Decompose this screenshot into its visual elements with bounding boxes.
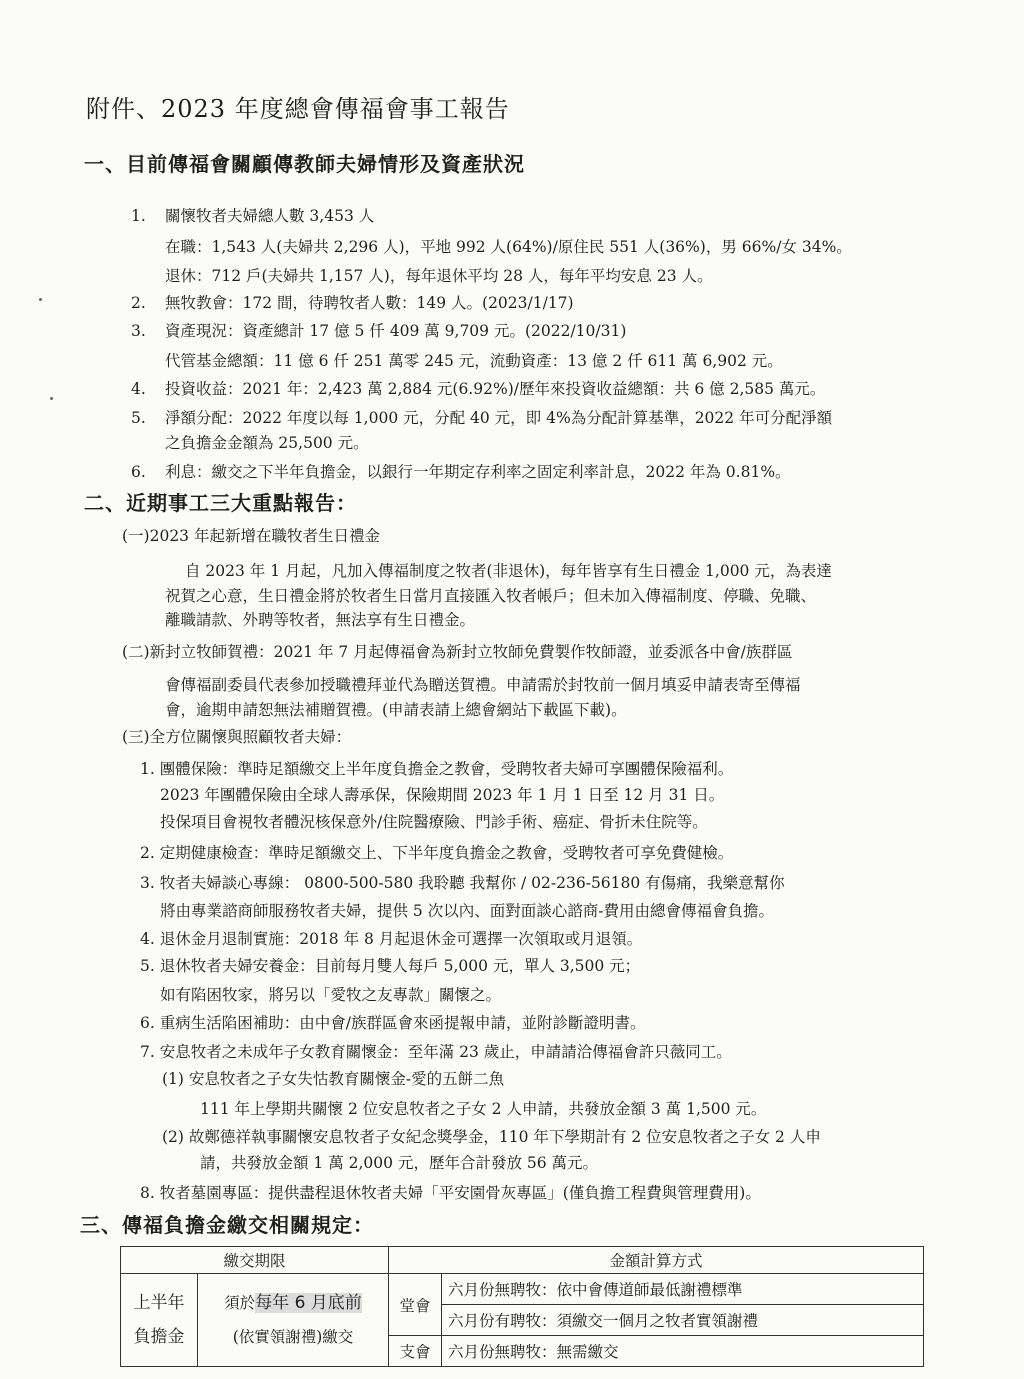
deadline-highlight: 每年 6 月底前 (255, 1293, 362, 1313)
sub-list-detail: 請，共發放金額 1 萬 2,000 元，歷年合計發放 56 萬元。 (200, 1154, 599, 1172)
header-period: 繳交期限 (121, 1247, 389, 1274)
paragraph-line: 祝賀之心意，生日禮金將於牧者生日當月直接匯入牧者帳戶；但未加入傳福制度、停職、免職、 (165, 587, 817, 605)
sub-list-detail: 111 年上學期共關懷 2 位安息牧者之子女 2 人申請，共發放金額 3 萬 1,500 元。 (200, 1100, 767, 1118)
section-1-heading: 一、目前傳福會關顧傳教師夫婦情形及資產狀況 (84, 152, 525, 176)
list-item-detail: 如有陷困牧家，將另以「愛牧之友專款」關懷之。 (160, 986, 502, 1004)
deadline-cell (198, 1274, 389, 1367)
list-item: 關懷牧者夫婦總人數 3,453 人 (165, 207, 375, 225)
subsection-heading: (二)新封立牧師賀禮：2021 年 7 月起傳福會為新封立牧師免費製作牧師證，並委派各中會/族群區 (122, 643, 793, 661)
table-header-row (121, 1247, 924, 1274)
list-item: 在職：1,543 人(夫婦共 2,296 人)，平地 992 人(64%)/原住民 551 人(36%)，男 66%/女 34%。 (165, 238, 852, 256)
list-item: 利息：繳交之下半年負擔金，以銀行一年期定存利率之固定利率計息，2022 年為 0.81%。 (165, 463, 791, 481)
list-number: 6. (131, 463, 146, 481)
list-item: 投資收益：2021 年：2,423 萬 2,884 元(6.92%)/歷年來投資收益總額：共 6 億 2,585 萬元。 (165, 380, 826, 398)
list-number: 1. (131, 207, 146, 225)
list-item: 退休：712 戶(夫婦共 1,157 人)，每年退休平均 28 人，每年平均安息 23 人。 (165, 267, 713, 285)
calc-rule: 六月份無聘牧：依中會傳道師最低謝禮標準 (442, 1274, 924, 1305)
list-number: 2. (131, 294, 146, 312)
list-item: 8. 牧者墓園專區：提供盡程退休牧者夫婦「平安園骨灰專區」(僅負擔工程費與管理費用)。 (140, 1184, 761, 1202)
sub-list-item: (2) 故鄭德祥執事關懷安息牧者子女紀念獎學金，110 年下學期計有 2 位安息牧者之子女 2 人申 (162, 1128, 821, 1146)
calc-rule: 六月份無聘牧：無需繳交 (442, 1336, 924, 1367)
paragraph-line: 自 2023 年 1 月起，凡加入傳福制度之牧者(非退休)，每年皆享有生日禮金 1,000 元，為表達 (185, 562, 832, 580)
church-type: 堂會 (389, 1274, 442, 1336)
list-number: 3. (131, 322, 146, 340)
paragraph-line: 會傳福副委員代表參加授職禮拜並代為贈送賀禮。申請需於封牧前一個月填妥申請表寄至傳福 (165, 676, 801, 694)
paragraph-line: 離職請款、外聘等牧者，無法享有生日禮金。 (165, 611, 476, 629)
section-3-heading: 三、傳福負擔金繳交相關規定： (80, 1213, 374, 1237)
list-number: 4. (131, 380, 146, 398)
document-title: 附件、2023 年度總會傳福會事工報告 (86, 95, 510, 123)
row-label (121, 1274, 198, 1367)
list-item: 6. 重病生活陷困補助：由中會/族群區會來函提報申請，並附診斷證明書。 (140, 1014, 646, 1032)
contribution-rules-table (120, 1246, 924, 1367)
scan-speck (50, 397, 53, 400)
church-type: 支會 (389, 1336, 442, 1367)
list-item: 2. 定期健康檢查：準時足額繳交上、下半年度負擔金之教會，受聘牧者可享免費健檢。 (140, 844, 734, 862)
list-item-detail: 投保項目會視牧者體況核保意外/住院醫療險、門診手術、癌症、骨折未住院等。 (160, 813, 708, 831)
list-item: 無牧教會：172 間，待聘牧者人數：149 人。(2023/1/17) (165, 294, 574, 312)
list-item: 資產現況：資產總計 17 億 5 仟 409 萬 9,709 元。(2022/10/31) (165, 322, 627, 340)
subsection-heading: (三)全方位關懷與照顧牧者夫婦： (122, 728, 352, 746)
list-item: 之負擔金金額為 25,500 元。 (165, 434, 369, 452)
list-item: 3. 牧者夫婦談心專線： 0800-500-580 我聆聽 我幫你 / 02-236-56180 有傷痛，我樂意幫你 (140, 874, 785, 892)
list-item: 1. 團體保險：準時足額繳交上半年度負擔金之教會，受聘牧者夫婦可享團體保險福利。 (140, 760, 734, 778)
list-number: 5. (131, 409, 146, 427)
list-item: 淨額分配：2022 年度以每 1,000 元，分配 40 元，即 4%為分配計算基準，2022 年可分配淨額 (165, 409, 833, 427)
list-item-detail: 2023 年團體保險由全球人壽承保，保險期間 2023 年 1 月 1 日至 12 月 31 日。 (160, 786, 725, 804)
deadline-text (204, 1286, 382, 1320)
list-item-detail: 將由專業諮商師服務牧者夫婦，提供 5 次以內、面對面談心諮商-費用由總會傳福會負擔。 (160, 902, 774, 920)
table-row (121, 1274, 924, 1305)
list-item: 4. 退休金月退制實施：2018 年 8 月起退休金可選擇一次領取或月退領。 (140, 930, 643, 948)
deadline-prefix: 須於 (224, 1294, 256, 1312)
row-label-line-1: 上半年 (133, 1293, 185, 1313)
list-item: 代管基金總額：11 億 6 仟 251 萬零 245 元，流動資產：13 億 2 仟 611 萬 6,902 元。 (165, 352, 783, 370)
row-label-line-2: 負擔金 (133, 1327, 185, 1347)
section-2-heading: 二、近期事工三大重點報告： (84, 491, 357, 515)
paragraph-line: 會，逾期申請恕無法補贈賀禮。(申請表請上總會網站下載區下載)。 (165, 701, 627, 719)
scan-speck (39, 298, 42, 301)
deadline-note: (依實領謝禮)繳交 (232, 1328, 354, 1346)
list-item: 7. 安息牧者之未成年子女教育關懷金：至年滿 23 歲止，申請請洽傳福會許只薇同工。 (140, 1043, 732, 1061)
header-calc: 金額計算方式 (389, 1247, 924, 1274)
sub-list-item: (1) 安息牧者之子女失怙教育關懷金-愛的五餅二魚 (162, 1070, 505, 1088)
calc-rule: 六月份有聘牧：須繳交一個月之牧者實領謝禮 (442, 1305, 924, 1336)
subsection-heading: (一)2023 年起新增在職牧者生日禮金 (122, 527, 380, 545)
list-item: 5. 退休牧者夫婦安養金：目前每月雙人每戶 5,000 元，單人 3,500 元； (140, 957, 641, 975)
